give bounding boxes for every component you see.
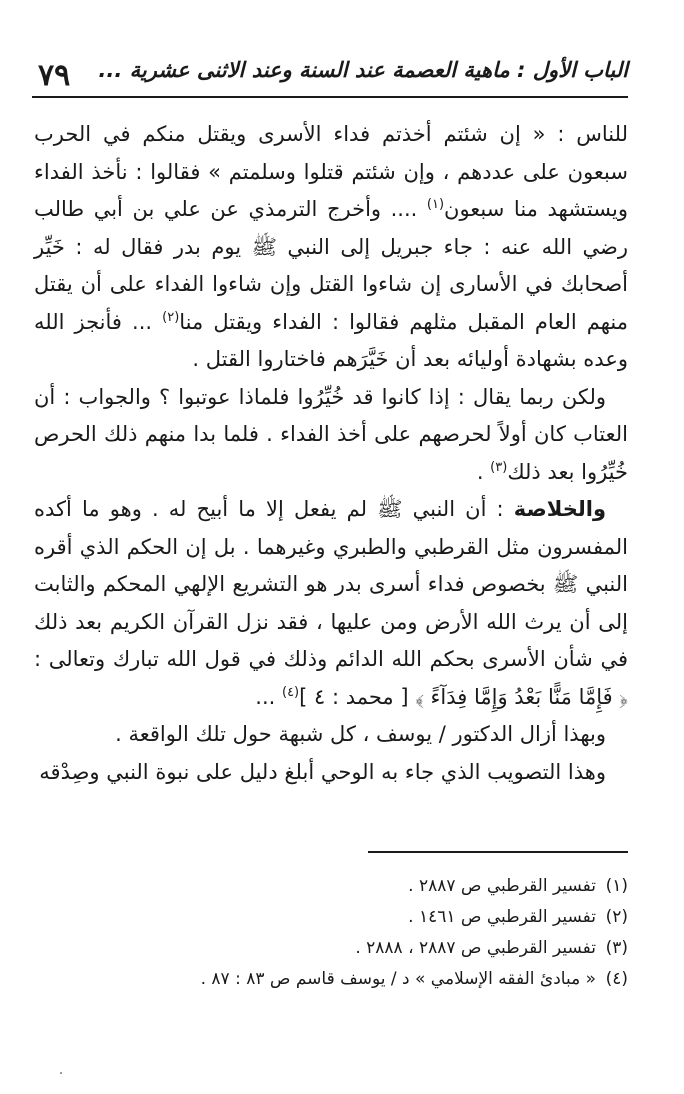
paragraph-2-end: . xyxy=(476,459,491,484)
footnote-ref-1: (١) xyxy=(426,197,445,212)
paragraph-3-text: : أن النبي ﷺ لم يفعل إلا ما أبيح له . وهو ما أكده المفسرون مثل القرطبي والطبري وغيرهما . بل إن الحكم الذي أقره النبي ﷺ بخصوص فداء أسرى بدر هو التشريع الإلهي المحكم والثابت إلى أن يرث الله الأرض ومن عليها ، فقد نزل القرآن الكريم بعد ذلك في شأن الأسرى بحكم الله الدائم وذلك في قول الله تبارك وتعالى : ﴿ فَإِمَّا مَنًّا بَعْدُ وَإِمَّا فِدَآءً ﴾ [ محمد : ٤ ] xyxy=(34,497,628,709)
footnote-ref-4: (٤) xyxy=(281,684,300,700)
paragraph-5 xyxy=(34,754,628,792)
paragraph-2-text: ولكن ربما يقال : إذا كانوا قد خُيِّرُوا فلماذا عوتبوا ؟ والجواب : أن العتاب كان أولاً لحرصهم على أخذ الفداء . فلما بدا منهم ذلك الحرص خُيِّرُوا بعد ذلك xyxy=(34,384,628,484)
footnote-item xyxy=(150,933,628,964)
header-rule xyxy=(32,96,628,98)
scan-speck xyxy=(60,1072,62,1074)
paragraph-3-end: ... xyxy=(255,684,282,709)
footnote-number: (١) xyxy=(605,876,628,896)
footnote-item xyxy=(150,964,628,995)
paragraph-5-text: وهذا التصويب الذي جاء به الوحي أبلغ دليل على نبوة النبي وصِدْقه xyxy=(39,759,606,784)
paragraph-4-text: وبهذا أزال الدكتور / يوسف ، كل شبهة حول تلك الواقعة . xyxy=(115,722,606,746)
footnote-ref-2: (٢) xyxy=(162,309,180,325)
footnotes xyxy=(150,871,628,995)
paragraph-2 xyxy=(34,379,628,492)
footnote-item xyxy=(150,871,628,902)
conclusion-lead: والخلاصة xyxy=(513,497,606,521)
paragraph-4 xyxy=(34,716,628,754)
footnote-separator xyxy=(368,851,628,853)
footnote-number: (٢) xyxy=(605,907,628,927)
footnote-item xyxy=(150,902,628,933)
footnote-text: « مبادئ الفقه الإسلامي » د / يوسف قاسم ص ٨٣ : ٨٧ . xyxy=(200,969,596,989)
footnote-ref-3: (٣) xyxy=(490,459,508,475)
page-header xyxy=(32,52,628,98)
footnote-text: تفسير القرطبي ص ١٤٦١ . xyxy=(408,907,596,927)
paragraph-1-text-b: .... وأخرج الترمذي عن علي بن أبي طالب رضي الله عنه : جاء جبريل إلى النبي ﷺ يوم بدر فقال له : خَيِّر أصحابك في الأسارى إن شاءوا القتل وإن شاءوا الفداء على أن يقتل منهم العام المقبل مثلهم فقالوا : الفداء ويقتل منا xyxy=(34,197,628,334)
paragraph-1-text-c: ... فأنجز الله وعده بشهادة أوليائه بعد أن خَيَّرَهم فاختاروا القتل . xyxy=(34,309,628,371)
paragraph-1-text: للناس : « إن شئتم أخذتم فداء الأسرى ويقتل منكم في الحرب سبعون على عددهم ، وإن شئتم قتلوا وسلمتم » فقالوا : نأخذ الفداء ويستشهد منا سبعون xyxy=(34,122,628,221)
footnote-number: (٤) xyxy=(605,969,628,989)
running-head: الباب الأول : ماهية العصمة عند السنة وعند الاثنى عشرية ... xyxy=(98,58,628,82)
main-text xyxy=(34,116,628,791)
paragraph-1 xyxy=(34,116,628,379)
footnote-text: تفسير القرطبي ص ٢٨٨٧ ، ٢٨٨٨ . xyxy=(355,938,596,958)
footnote-text: تفسير القرطبي ص ٢٨٨٧ . xyxy=(408,876,596,896)
footnote-number: (٣) xyxy=(605,938,628,958)
paragraph-3 xyxy=(34,491,628,716)
page-number: ٧٩ xyxy=(38,58,71,93)
